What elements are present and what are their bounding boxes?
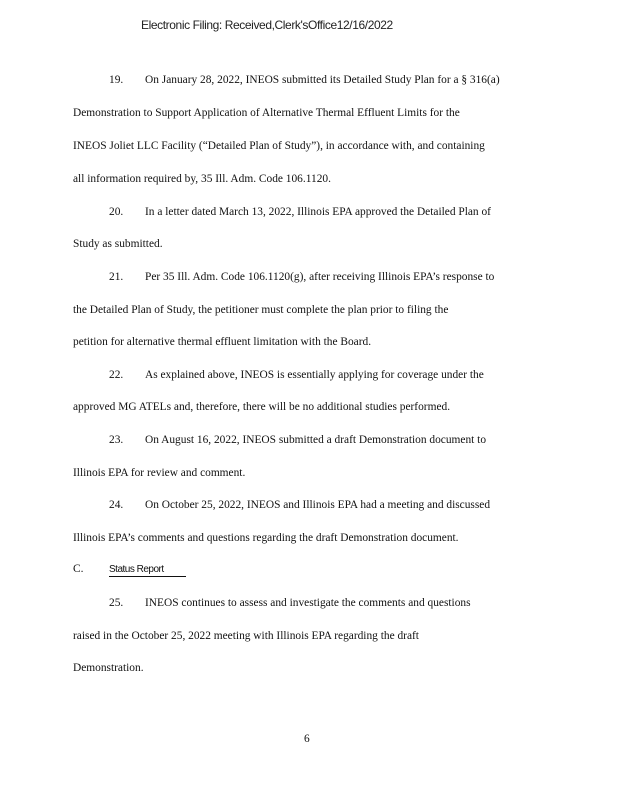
paragraph-number: 19. xyxy=(109,74,124,86)
paragraph-19-line-4: all information required by, 35 Ill. Adm. Code 106.1120. xyxy=(73,173,331,185)
paragraph-22-line-1: 22. As explained above, INEOS is essentially applying for coverage under the xyxy=(109,369,484,381)
paragraph-number: 21. xyxy=(109,271,124,283)
paragraph-23-line-1: 23. On August 16, 2022, INEOS submitted a draft Demonstration document to xyxy=(109,434,487,446)
paragraph-23-line-2: Illinois EPA for review and comment. xyxy=(73,467,246,479)
paragraph-number: 25. xyxy=(109,597,124,609)
paragraph-19-line-3: INEOS Joliet LLC Facility (“Detailed Plan of Study”), in accordance with, and containing xyxy=(73,140,485,152)
paragraph-24-line-1: 24. On October 25, 2022, INEOS and Illinois EPA had a meeting and discussed xyxy=(109,499,491,511)
paragraph-21-line-2: the Detailed Plan of Study, the petitioner must complete the plan prior to filing the xyxy=(73,304,449,316)
paragraph-19-line-1: 19. On January 28, 2022, INEOS submitted its Detailed Study Plan for a § 316(a) xyxy=(109,74,500,86)
paragraph-25-line-3: Demonstration. xyxy=(73,662,144,674)
filing-stamp: Electronic Filing: Received,Clerk'sOffice12/16/2022 xyxy=(141,18,393,32)
section-letter: C. xyxy=(73,563,84,575)
paragraph-19-line-2: Demonstration to Support Application of Alternative Thermal Effluent Limits for the xyxy=(73,107,460,119)
paragraph-22-line-2: approved MG ATELs and, therefore, there will be no additional studies performed. xyxy=(73,401,451,413)
paragraph-number: 20. xyxy=(109,206,124,218)
paragraph-25-line-1: 25. INEOS continues to assess and investigate the comments and questions xyxy=(109,597,471,609)
paragraph-20-line-1: 20. In a letter dated March 13, 2022, Illinois EPA approved the Detailed Plan of xyxy=(109,206,491,218)
paragraph-20-line-2: Study as submitted. xyxy=(73,238,163,250)
section-title: Status Report xyxy=(109,564,186,577)
paragraph-21-line-3: petition for alternative thermal effluent limitation with the Board. xyxy=(73,336,372,348)
paragraph-number: 22. xyxy=(109,369,124,381)
paragraph-number: 23. xyxy=(109,434,124,446)
paragraph-25-line-2: raised in the October 25, 2022 meeting with Illinois EPA regarding the draft xyxy=(73,630,419,642)
page-number: 6 xyxy=(304,733,310,745)
paragraph-number: 24. xyxy=(109,499,124,511)
paragraph-21-line-1: 21. Per 35 Ill. Adm. Code 106.1120(g), after receiving Illinois EPA’s response to xyxy=(109,271,495,283)
paragraph-24-line-2: Illinois EPA’s comments and questions regarding the draft Demonstration document. xyxy=(73,532,459,544)
